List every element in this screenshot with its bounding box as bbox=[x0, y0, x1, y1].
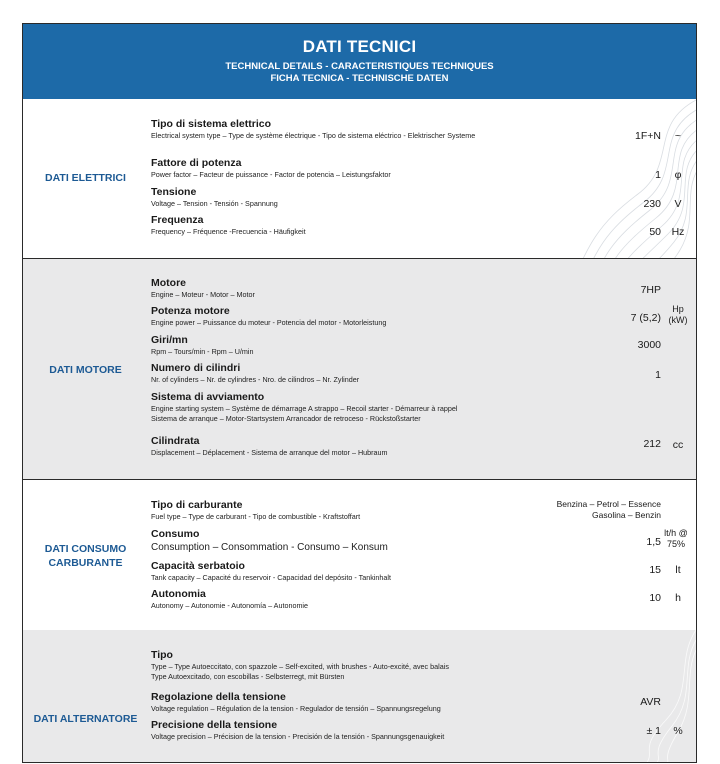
row-label: Giri/mn bbox=[151, 334, 188, 346]
row-consumption bbox=[151, 528, 691, 554]
row-value: 3000 bbox=[637, 339, 661, 351]
row-sub: Autonomy – Autonomie - Autonomía – Autonomie bbox=[151, 601, 309, 610]
row-value: 1,5 bbox=[646, 536, 661, 548]
row-unit bbox=[661, 528, 691, 550]
row-sub: Consumption – Consommation - Consumo – Konsum bbox=[151, 542, 388, 553]
row-label: Autonomia bbox=[151, 588, 206, 600]
row-sub: Engine – Moteur - Motor – Motor bbox=[151, 290, 255, 299]
row-frequency bbox=[151, 214, 691, 237]
row-value bbox=[557, 499, 661, 521]
row-engine bbox=[151, 277, 691, 300]
row-unit: φ bbox=[674, 169, 682, 181]
row-value: 1 bbox=[655, 369, 661, 381]
row-sub: Type – Type Autoeccitato, con spazzole – Self-excited, with brushes - Auto-excité, avec balais bbox=[151, 662, 449, 671]
row-value: ± 1 bbox=[646, 725, 661, 737]
row-rpm bbox=[151, 334, 691, 357]
row-label: Tipo di carburante bbox=[151, 499, 243, 511]
row-sub: Electrical system type – Type de système électrique - Tipo de sistema eléctrico - Elektrischer Systeme bbox=[151, 131, 476, 140]
row-label: Consumo bbox=[151, 528, 200, 540]
sheet-subtitle-2: FICHA TECNICA - TECHNISCHE DATEN bbox=[270, 73, 449, 84]
row-value: 7HP bbox=[640, 284, 661, 296]
row-voltage-precision bbox=[151, 719, 691, 742]
unit-line: lt/h @ bbox=[664, 528, 688, 538]
row-cylinders bbox=[151, 362, 691, 385]
section-title-engine: DATI MOTORE bbox=[49, 364, 122, 376]
row-sub: Voltage regulation – Régulation de la tension - Regulador de tensión – Spannungsregelung bbox=[151, 704, 441, 713]
row-label: Capacità serbatoio bbox=[151, 560, 245, 572]
row-voltage-regulation bbox=[151, 691, 691, 714]
row-sub: Fuel type – Type de carburant - Tipo de combustible - Kraftstoffart bbox=[151, 512, 361, 521]
row-power-factor bbox=[151, 157, 691, 180]
technical-data-sheet bbox=[22, 23, 697, 763]
row-unit bbox=[665, 304, 691, 326]
section-electrical bbox=[23, 99, 696, 258]
row-voltage bbox=[151, 186, 691, 209]
row-sub: Type Autoexcitado, con escobillas - Selbsterregt, mit Bürsten bbox=[151, 672, 345, 681]
row-unit: h bbox=[675, 592, 681, 604]
section-title-line: CARBURANTE bbox=[48, 557, 123, 569]
row-label: Tipo bbox=[151, 649, 173, 661]
row-value: 212 bbox=[643, 438, 661, 450]
row-sub: Voltage – Tension - Tensión - Spannung bbox=[151, 199, 278, 208]
unit-line: Hp bbox=[672, 304, 684, 314]
row-label: Regolazione della tensione bbox=[151, 691, 286, 703]
row-value: 10 bbox=[649, 592, 661, 604]
sheet-header bbox=[23, 24, 696, 99]
row-value: 1 bbox=[655, 169, 661, 181]
row-displacement bbox=[151, 435, 691, 458]
sheet-subtitle-1: TECHNICAL DETAILS - CARACTERISTIQUES TECHNIQUES bbox=[225, 61, 494, 72]
row-value: AVR bbox=[640, 696, 661, 708]
row-fuel-type bbox=[151, 499, 691, 522]
row-sub: Displacement – Déplacement - Sistema de arranque del motor – Hubraum bbox=[151, 448, 388, 457]
row-label: Numero di cilindri bbox=[151, 362, 241, 374]
value-line: Benzina – Petrol – Essence bbox=[556, 499, 661, 509]
row-label: Cilindrata bbox=[151, 435, 200, 447]
row-sub: Engine starting system – Système de démarrage A strappo – Recoil starter - Démarreur à rappel bbox=[151, 404, 458, 413]
section-engine bbox=[23, 259, 696, 479]
row-value: 7 (5,2) bbox=[630, 312, 661, 324]
row-value: 1F+N bbox=[635, 130, 661, 142]
row-sub: Power factor – Facteur de puissance - Factor de potencia – Leistungsfaktor bbox=[151, 170, 391, 179]
unit-line: (kW) bbox=[668, 315, 688, 325]
row-electrical-system bbox=[151, 118, 691, 141]
row-unit: V bbox=[674, 198, 682, 210]
section-title-alternator: DATI ALTERNATORE bbox=[33, 713, 138, 725]
row-unit: Hz bbox=[671, 226, 685, 238]
row-sub: Engine power – Puissance du moteur - Potencia del motor - Motorleistung bbox=[151, 318, 387, 327]
row-unit: ~ bbox=[674, 130, 682, 142]
row-starting-system bbox=[151, 391, 691, 424]
row-tank-capacity bbox=[151, 560, 691, 583]
section-title-line: DATI CONSUMO bbox=[44, 543, 127, 555]
row-label: Tensione bbox=[151, 186, 197, 198]
section-title-electrical: DATI ELETTRICI bbox=[45, 172, 126, 184]
row-sub: Frequency – Fréquence -Frecuencia - Häufigkeit bbox=[151, 227, 306, 236]
section-title-fuel bbox=[23, 542, 148, 570]
value-line: Gasolina – Benzin bbox=[592, 510, 661, 520]
unit-line: 75% bbox=[666, 539, 685, 549]
row-label: Sistema di avviamento bbox=[151, 391, 265, 403]
row-unit: cc bbox=[672, 439, 684, 451]
row-sub: Rpm – Tours/min - Rpm – U/min bbox=[151, 347, 254, 356]
row-label: Motore bbox=[151, 277, 186, 289]
row-unit: % bbox=[673, 725, 683, 737]
row-label: Frequenza bbox=[151, 214, 204, 226]
row-sub: Nr. of cylinders – Nr. de cylindres - Nro. de cilindros – Nr. Zylinder bbox=[151, 375, 360, 384]
row-engine-power bbox=[151, 305, 691, 328]
row-autonomy bbox=[151, 588, 691, 611]
row-value: 15 bbox=[649, 564, 661, 576]
section-alternator bbox=[23, 630, 696, 763]
row-sub: Tank capacity – Capacité du reservoir - Capacidad del depósito - Tankinhalt bbox=[151, 573, 391, 582]
section-fuel bbox=[23, 480, 696, 630]
row-value: 230 bbox=[643, 198, 661, 210]
row-value: 50 bbox=[649, 226, 661, 238]
row-label: Potenza motore bbox=[151, 305, 230, 317]
row-label: Fattore di potenza bbox=[151, 157, 242, 169]
row-label: Precisione della tensione bbox=[151, 719, 278, 731]
sheet-title: DATI TECNICI bbox=[302, 37, 417, 56]
row-sub: Sistema de arranque – Motor-Startsystem Arrancador de retroceso - Rückstoßstarter bbox=[151, 414, 421, 423]
row-sub: Voltage precision – Précision de la tension - Precisión de la tensión - Spannungsgenauigkeit bbox=[151, 732, 445, 741]
row-unit: lt bbox=[675, 564, 681, 576]
row-alternator-type bbox=[151, 649, 691, 682]
row-label: Tipo di sistema elettrico bbox=[151, 118, 272, 130]
